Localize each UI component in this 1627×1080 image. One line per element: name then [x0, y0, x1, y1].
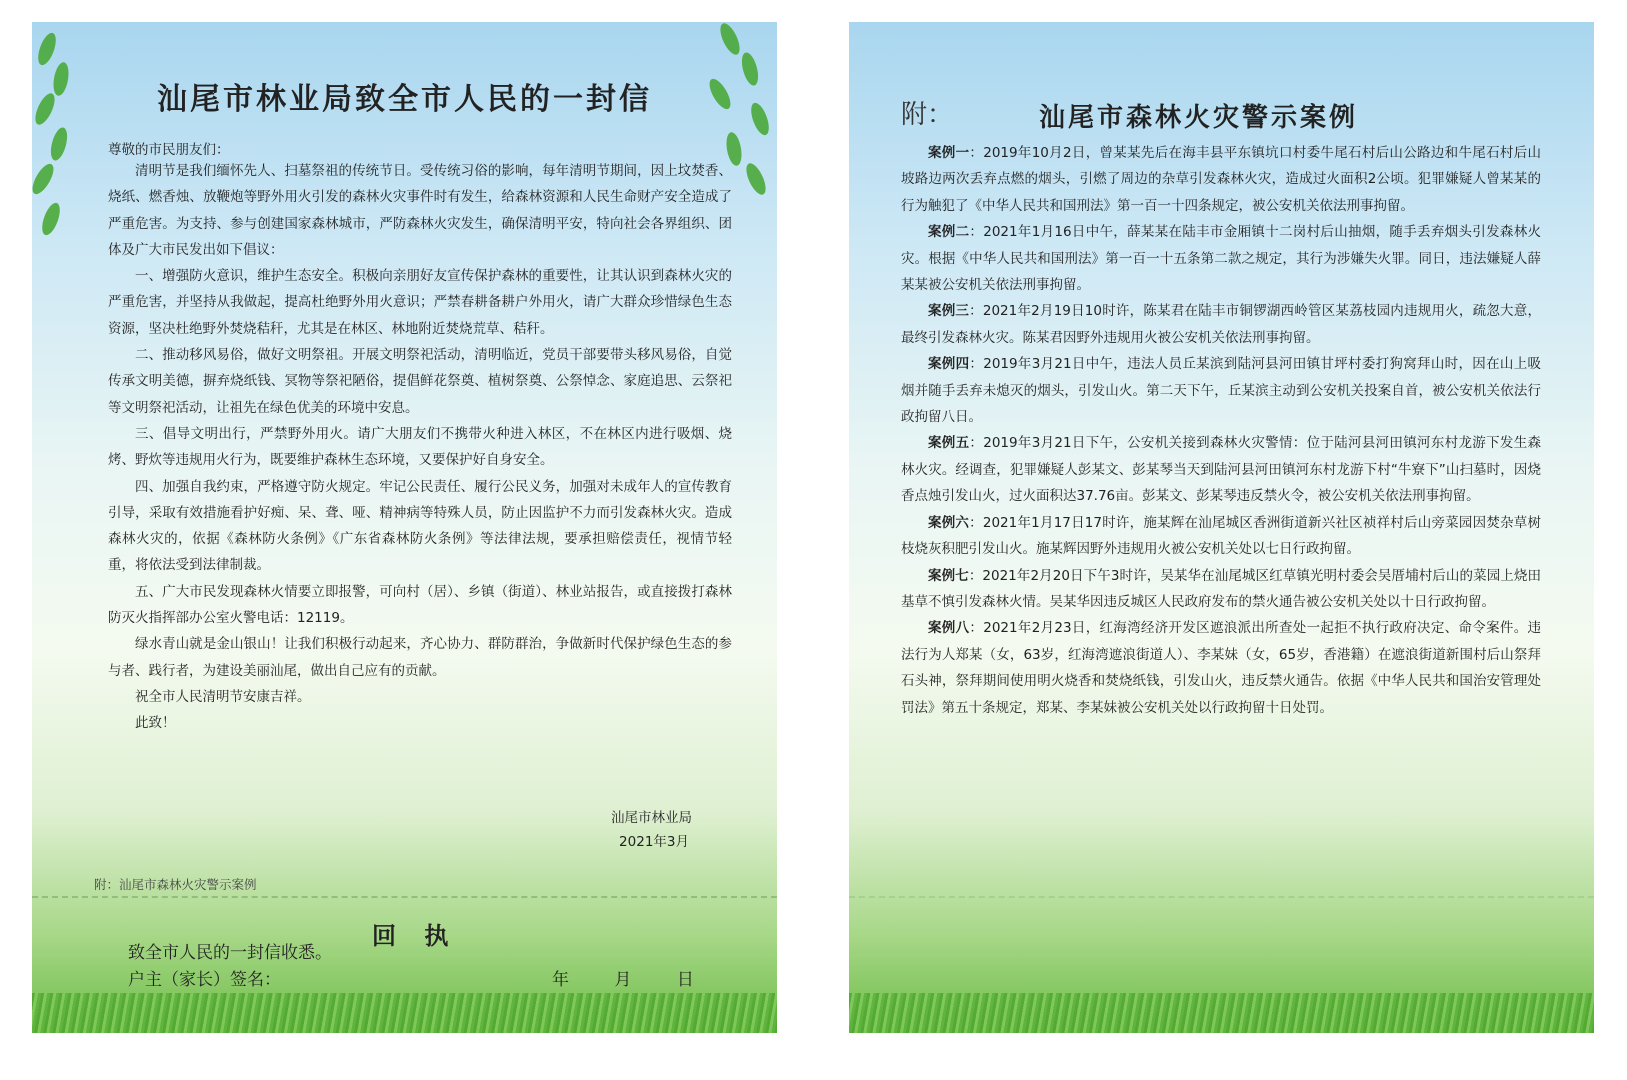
paragraph: 五、广大市民发现森林火情要立即报警，可向村（居）、乡镇（街道）、林业站报告，或直接拨打森林防灭火指挥部办公室火警电话：12119。: [108, 583, 732, 627]
case-text: ：2021年2月20日下午3时许，吴某华在汕尾城区红草镇光明村委会吴厝埔村后山的菜园上烧田基草不慎引发森林火情。吴某华因违反城区人民政府发布的禁火通告被公安机关处以十日行政拘留。: [901, 567, 1542, 610]
case-item: [901, 219, 1541, 298]
case-list: [901, 140, 1541, 721]
case-label: 案例五: [928, 435, 970, 452]
letter-date: 2021年3月: [619, 834, 689, 850]
month-label: 月: [614, 970, 632, 990]
attachment-note: 附：汕尾市森林火灾警示案例: [94, 877, 257, 892]
case-text: ：2021年1月17日17时许，施某辉在汕尾城区香洲街道新兴社区祯祥村后山旁菜园因焚杂草树枝烧灰积肥引发山火。施某辉因野外违规用火被公安机关处以七日行政拘留。: [901, 514, 1541, 558]
paragraph: 四、加强自我约束，严格遵守防火规定。牢记公民责任、履行公民义务，加强对未成年人的宣传教育引导，采取有效措施看护好痴、呆、聋、哑、精神病等特殊人员，防止因监护不力而引发森林火灾。造成森林火灾的，依据《森林防火条例》《广东省森林防火条例》等法律法规，要承担赔偿责任，视情节轻重，将依法受到法律制裁。: [108, 478, 732, 574]
signature: 汕尾市林业局: [611, 810, 692, 826]
case-label: 案例八: [928, 620, 970, 637]
paragraph: 一、增强防火意识，维护生态安全。积极向亲朋好友宣传保护森林的重要性，让其认识到森林火灾的严重危害，并坚持从我做起，提高杜绝野外用火意识；严禁春耕备耕户外用火，请广大群众珍惜绿色生态资源，坚决杜绝野外焚烧秸秆，尤其是在林区、林地附近焚烧荒草、秸秆。: [108, 268, 732, 337]
case-text: ：2019年3月21日中午，违法人员丘某滨到陆河县河田镇甘坪村委打狗窝拜山时，因在山上吸烟并随手丢弃未熄灭的烟头，引发山火。第二天下午，丘某滨主动到公安机关投案自首，被公安机关依法行政拘留八日。: [901, 356, 1541, 426]
receipt-title: 回 执: [372, 922, 459, 950]
receipt-date: [552, 965, 734, 990]
receipt-confirmation: 致全市人民的一封信收悉。: [128, 943, 332, 963]
case-item: [901, 615, 1541, 721]
year-label: 年: [552, 970, 569, 990]
cut-line: [32, 896, 777, 898]
paragraph: 二、推动移风易俗，做好文明祭祖。开展文明祭祀活动，清明临近，党员干部要带头移风易俗，自觉传承文明美德，摒弃烧纸钱、冥物等祭祀陋俗，提倡鲜花祭奠、植树祭奠、公祭悼念、家庭追思、云祭祀等文明祭祀活动，让祖先在绿色优美的环境中安息。: [108, 347, 732, 416]
appendix-title: 汕尾市森林火灾警示案例: [1039, 103, 1359, 133]
paragraph: 清明节是我们缅怀先人、扫墓祭祖的传统节日。受传统习俗的影响，每年清明节期间，因上坟焚香、烧纸、燃香烛、放鞭炮等野外用火引发的森林火灾事件时有发生，给森林资源和人民生命财产安全造成了严重危害。为支持、参与创建国家森林城市，严防森林火灾发生，确保清明平安，特向社会各界组织、团体及广大市民发出如下倡议：: [108, 163, 732, 258]
divider: [849, 896, 1594, 898]
paragraph: 此致！: [135, 715, 176, 732]
case-label: 案例七: [928, 567, 969, 584]
letter-page: [32, 22, 777, 1033]
case-text: ：2021年2月19日10时许，陈某君在陆丰市铜锣湖西岭管区某荔枝园内违规用火，疏忽大意，最终引发森林火灾。陈某君因野外违规用火被公安机关依法刑事拘留。: [901, 303, 1541, 346]
case-label: 案例二: [928, 224, 970, 241]
paragraph: 绿水青山就是金山银山！让我们积极行动起来，齐心协力、群防群治，争做新时代保护绿色生态的参与者、践行者，为建设美丽汕尾，做出自己应有的贡献。: [108, 636, 732, 679]
case-text: ：2021年2月23日，红海湾经济开发区遮浪派出所查处一起拒不执行政府决定、命令案件。违法行为人郑某（女，63岁，红海湾遮浪街道人）、李某妹（女，65岁，香港籍）在遮浪街道新围村后山祭拜石头神，祭拜期间使用明火烧香和焚烧纸钱，引发山火，违反禁火通告。依据《中华人民共和国治安管理处罚法》第五十条规定，郑某、李某妹被公安机关处以行政拘留十日处罚。: [901, 620, 1541, 716]
grass-border: [849, 993, 1594, 1033]
case-item: [901, 563, 1541, 616]
signature-field-label: 户主（家长）签名：: [128, 970, 281, 990]
case-item: [901, 298, 1541, 351]
case-label: 案例六: [928, 514, 970, 531]
case-item: [901, 430, 1541, 509]
day-label: 日: [676, 970, 694, 990]
case-item: [901, 351, 1541, 430]
letter-title: 汕尾市林业局致全市人民的一封信: [157, 82, 652, 117]
case-label: 案例一: [928, 145, 970, 161]
case-text: ：2021年1月16日中午，薛某某在陆丰市金厢镇十二岗村后山抽烟，随手丢弃烟头引发森林火灾。根据《中华人民共和国刑法》第一百一十五条第二款之规定，其行为涉嫌失火罪。同日，违法嫌疑人薛某某被公安机关依法刑事拘留。: [901, 224, 1541, 294]
case-text: ：2019年10月2日，曾某某先后在海丰县平东镇坑口村委牛尾石村后山公路边和牛尾石村后山坡路边两次丢弃点燃的烟头，引燃了周边的杂草引发森林火灾，造成过火面积2公顷。犯罪嫌疑人曾某某的行为触犯了《中华人民共和国刑法》第一百一十四条规定，被公安机关依法刑事拘留。: [901, 145, 1541, 214]
salutation: 尊敬的市民朋友们：: [108, 142, 230, 158]
case-item: [901, 140, 1541, 219]
appendix-prefix: 附：: [901, 100, 954, 130]
case-label: 案例四: [928, 356, 970, 373]
paragraph: 祝全市人民清明节安康吉祥。: [135, 688, 311, 705]
letter-body: [108, 158, 732, 737]
case-item: [901, 510, 1541, 563]
case-text: ：2019年3月21日下午，公安机关接到森林火灾警情：位于陆河县河田镇河东村龙游下发生森林火灾。经调查，犯罪嫌疑人彭某文、彭某琴当天到陆河县河田镇河东村龙游下村“牛寮下”山扫墓时，因烧香点烛引发山火，过火面积达37.76亩。彭某文、彭某琴违反禁火令，被公安机关依法刑事拘留。: [901, 435, 1541, 505]
paragraph: 三、倡导文明出行，严禁野外用火。请广大朋友们不携带火种进入林区，不在林区内进行吸烟、烧烤、野炊等违规用火行为，既要维护森林生态环境，又要保护好自身安全。: [108, 425, 732, 469]
case-label: 案例三: [928, 303, 970, 320]
grass-border: [32, 993, 777, 1033]
appendix-page: [849, 22, 1594, 1033]
